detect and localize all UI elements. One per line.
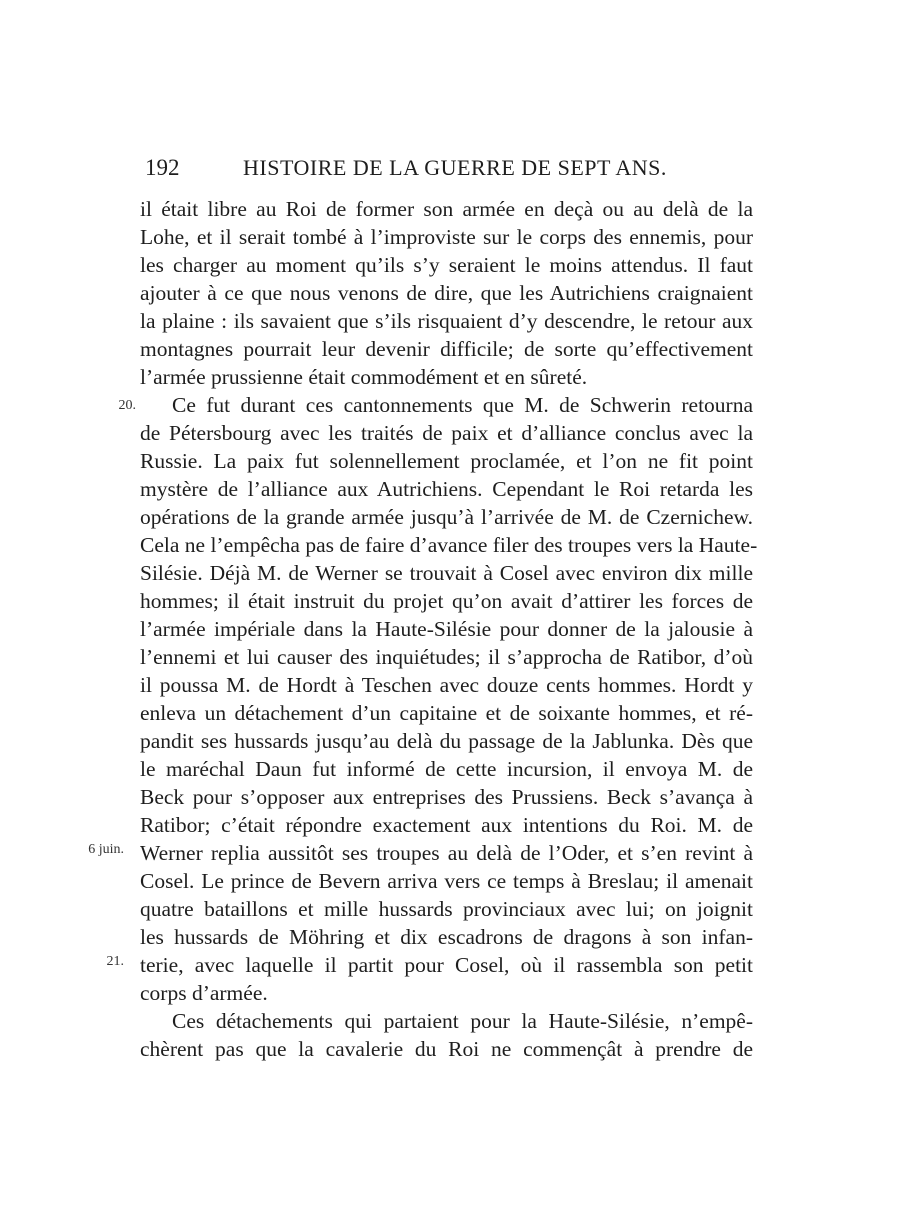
text-line: Cosel. Le prince de Bevern arriva vers ce temps à Breslau; il amenait [140,869,753,893]
text-line: quatre bataillons et mille hussards provinciaux avec lui; on joignit [140,897,753,921]
body-text [140,195,758,1063]
page-number: 192 [145,155,180,180]
text-line: il poussa M. de Hordt à Teschen avec douze cents hommes. Hordt y [140,673,753,697]
text-line: enleva un détachement d’un capitaine et de soixante hommes, et ré- [140,701,753,725]
text-line: la plaine : ils savaient que s’ils risquaient d’y descendre, le retour aux [140,309,753,333]
text-line: terie, avec laquelle il partit pour Cosel, où il rassembla son petit [140,953,753,977]
margin-note-year-2: 21. [106,954,124,969]
text-line: l’armée impériale dans la Haute-Silésie pour donner de la jalousie à [140,617,753,641]
text-line: ajouter à ce que nous venons de dire, que les Autrichiens craignaient [140,281,753,305]
margin-note-year: 20. [118,398,136,413]
text-line: Ce fut durant ces cantonnements que M. de Schwerin retourna [172,393,753,417]
text-line: hommes; il était instruit du projet qu’on avait d’attirer les forces de [140,589,753,613]
text-line: Lohe, et il serait tombé à l’improviste sur le corps des ennemis, pour [140,225,753,249]
text-line: Beck pour s’opposer aux entreprises des Prussiens. Beck s’avança à [140,785,753,809]
text-line: Russie. La paix fut solennellement proclamée, et l’on ne fit point [140,449,753,473]
text-line: Cela ne l’empêcha pas de faire d’avance filer des troupes vers la Haute- [140,533,758,557]
text-line: l’ennemi et lui causer des inquiétudes; il s’approcha de Ratibor, d’où [140,645,753,669]
text-line: Werner replia aussitôt ses troupes au delà de l’Oder, et s’en revint à [140,841,753,865]
text-line: il était libre au Roi de former son armée en deçà ou au delà de la [140,197,753,221]
text-line: l’armée prussienne était commodément et en sûreté. [140,365,588,389]
text-line: montagnes pourrait leur devenir difficile; de sorte qu’effectivement [140,337,753,361]
text-line: les charger au moment qu’ils s’y seraient le moins attendus. Il faut [140,253,753,277]
text-line: corps d’armée. [140,981,268,1005]
text-line: Silésie. Déjà M. de Werner se trouvait à Cosel avec environ dix mille [140,561,753,585]
text-line: opérations de la grande armée jusqu’à l’arrivée de M. de Czernichew. [140,505,753,529]
text-line: Ces détachements qui partaient pour la Haute-Silésie, n’empê- [172,1009,753,1033]
page-header [145,155,755,189]
text-line: chèrent pas que la cavalerie du Roi ne commençât à prendre de [140,1037,753,1061]
text-line: de Pétersbourg avec les traités de paix et d’alliance conclus avec la [140,421,753,445]
margin-note-date: 6 juin. [88,842,124,857]
text-line: le maréchal Daun fut informé de cette incursion, il envoya M. de [140,757,753,781]
text-line: mystère de l’alliance aux Autrichiens. Cependant le Roi retarda les [140,477,753,501]
text-line: les hussards de Möhring et dix escadrons de dragons à son infan- [140,925,753,949]
running-title: HISTOIRE DE LA GUERRE DE SEPT ANS. [243,155,667,180]
text-line: Ratibor; c’était répondre exactement aux intentions du Roi. M. de [140,813,753,837]
text-line: pandit ses hussards jusqu’au delà du passage de la Jablunka. Dès que [140,729,753,753]
